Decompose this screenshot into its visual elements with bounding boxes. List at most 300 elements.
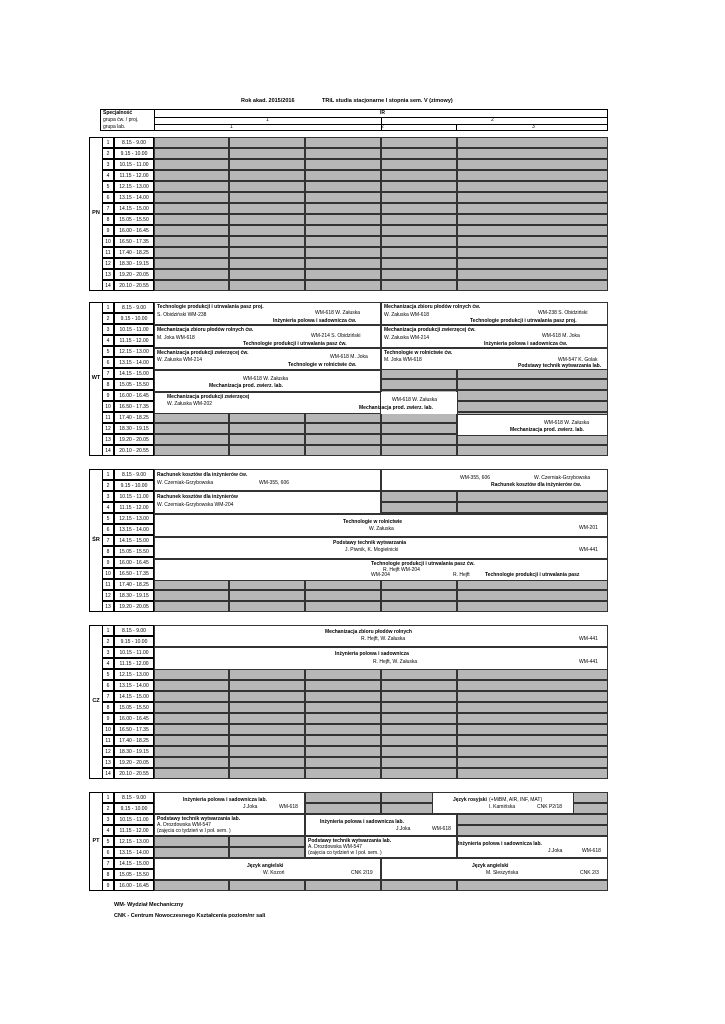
pt-c-note: (zajęcia co tydzień w I poł. sem. )	[157, 828, 231, 834]
schedule-cell	[457, 669, 608, 680]
wt-d-subject2: Inżynieria polowa i sadownicza ćw.	[484, 341, 568, 347]
pt-b-teacher: I. Kamińska	[489, 804, 516, 810]
schedule-cell	[229, 170, 305, 181]
row-number: 4	[102, 335, 114, 346]
day-label-sr: ŚR	[92, 536, 100, 543]
row-number: 10	[102, 724, 114, 735]
sr-e-title: Podstawy technik wytwarzania	[333, 540, 407, 546]
row-time: 18.30 - 19.15	[114, 746, 154, 757]
schedule-cell	[381, 137, 457, 148]
row-time: 13.15 - 14.00	[114, 524, 154, 535]
wt-block-a	[154, 302, 381, 325]
wt-a-room: WM-618 W. Załuska	[315, 310, 361, 316]
schedule-cell	[154, 137, 229, 148]
wt-block-h	[154, 392, 381, 414]
schedule-cell	[229, 159, 305, 170]
exercise-group-1: 1	[266, 117, 269, 123]
pt-f-teacher: J.Joka	[548, 848, 563, 854]
wt-e-room: WM-618 M. Joka	[330, 354, 368, 360]
schedule-cell	[381, 280, 457, 291]
schedule-cell	[154, 247, 229, 258]
row-time: 13.15 - 14.00	[114, 847, 154, 858]
schedule-cell	[154, 735, 229, 746]
schedule-cell	[229, 601, 305, 612]
row-number: 12	[102, 423, 114, 434]
academic-year: Rok akad. 2015/2016	[241, 98, 295, 104]
pt-h-room: CNK 2/3	[580, 870, 599, 876]
pt-block-d	[305, 814, 457, 836]
schedule-cell	[381, 203, 457, 214]
wt-a-teacher: S. Obidziński WM-238	[157, 312, 207, 318]
row-number: 5	[102, 669, 114, 680]
wt-a-subject2: Inżynieria polowa i sadownicza ćw.	[273, 318, 357, 324]
wt-h-teacher: W. Załuska WM-202	[167, 401, 213, 407]
pt-block-f	[457, 836, 608, 858]
schedule-cell	[457, 502, 608, 513]
pt-d-room: WM-618	[432, 826, 451, 832]
row-number: 6	[102, 192, 114, 203]
pt-f-title: Inżynieria polowa i sadownicza lab.	[458, 841, 542, 847]
row-number: 9	[102, 880, 114, 891]
schedule-cell	[154, 258, 229, 269]
wt-c-teacher: M. Joka WM-618	[157, 335, 195, 341]
pt-c-teacher: A. Drozdowska WM-547	[157, 822, 211, 828]
row-number: 2	[102, 803, 114, 814]
schedule-cell	[154, 746, 229, 757]
schedule-cell	[154, 590, 229, 601]
schedule-cell	[154, 836, 229, 847]
schedule-cell	[305, 269, 381, 280]
wt-f-subject2: Podstawy technik wytwarzania lab.	[518, 363, 602, 369]
cz-b-room: WM-441	[579, 659, 598, 665]
spec-header	[100, 109, 608, 131]
pt-e-note: (zajęcia co tydzień w I poł. sem. )	[308, 850, 382, 856]
row-number: 10	[102, 568, 114, 579]
wt-d-teacher: W. Załuska WM-214	[384, 335, 430, 341]
schedule-cell	[229, 148, 305, 159]
wt-a-title: Technologie produkcji i utrwalania pasz proj.	[157, 304, 264, 310]
schedule-cell	[229, 434, 305, 445]
wt-block-b	[381, 302, 608, 325]
schedule-cell	[305, 280, 381, 291]
pt-b-room: CNK P2/18	[537, 804, 563, 810]
row-number: 8	[102, 702, 114, 713]
row-time: 14.15 - 15.00	[114, 858, 154, 869]
row-time: 11.15 - 12.00	[114, 825, 154, 836]
schedule-cell	[457, 601, 608, 612]
row-number: 7	[102, 858, 114, 869]
schedule-cell	[154, 203, 229, 214]
schedule-cell	[381, 148, 457, 159]
row-number: 3	[102, 491, 114, 502]
pt-g-teacher: W. Kozoń	[263, 870, 285, 876]
schedule-cell	[305, 691, 381, 702]
schedule-cell	[229, 691, 305, 702]
schedule-cell	[305, 803, 381, 814]
day-label-pn: PN	[92, 210, 100, 216]
row-time: 20.10 - 20.55	[114, 768, 154, 779]
schedule-cell	[457, 746, 608, 757]
schedule-cell	[229, 181, 305, 192]
schedule-cell	[457, 181, 608, 192]
schedule-cell	[229, 423, 305, 434]
row-time: 16.50 - 17.35	[114, 236, 154, 247]
schedule-cell	[381, 258, 457, 269]
schedule-cell	[229, 847, 305, 858]
row-number: 13	[102, 434, 114, 445]
row-time: 16.00 - 16.45	[114, 225, 154, 236]
wt-f-teacher: M. Joka WM-618	[384, 357, 422, 363]
wt-d-room: WM-618 M. Joka	[542, 333, 580, 339]
schedule-cell	[229, 269, 305, 280]
wt-block-e	[154, 348, 381, 370]
pt-block-g	[154, 858, 381, 880]
row-number: 12	[102, 258, 114, 269]
row-number: 2	[102, 148, 114, 159]
pt-d-title: Inżynieria polowa i sadownicza lab.	[320, 819, 404, 825]
cz-a-title: Mechanizacja zbioru płodów rolnych	[325, 629, 412, 635]
schedule-cell	[229, 836, 305, 847]
sr-block-c	[154, 491, 381, 514]
wt-g-room: WM-618 W. Załuska	[243, 376, 289, 382]
schedule-cell	[229, 192, 305, 203]
schedule-cell	[305, 247, 381, 258]
schedule-cell	[229, 280, 305, 291]
row-number: 7	[102, 691, 114, 702]
schedule-cell	[457, 768, 608, 779]
pt-a-room: WM-618	[279, 804, 298, 810]
schedule-cell	[229, 445, 305, 456]
schedule-cell	[154, 445, 229, 456]
day-label-pt: PT	[92, 837, 100, 844]
sr-c-title: Rachunek kosztów dla inżynierów	[157, 494, 238, 500]
schedule-cell	[229, 768, 305, 779]
schedule-cell	[381, 702, 457, 713]
schedule-cell	[305, 159, 381, 170]
row-time: 11.15 - 12.00	[114, 502, 154, 513]
row-number: 7	[102, 535, 114, 546]
row-number: 4	[102, 170, 114, 181]
schedule-cell	[381, 669, 457, 680]
schedule-cell	[381, 502, 457, 513]
row-number: 1	[102, 302, 114, 313]
schedule-cell	[305, 601, 381, 612]
row-number: 3	[102, 159, 114, 170]
sr-f-teacher: R. Hejft WM-204	[383, 567, 420, 573]
row-time: 15.05 - 15.50	[114, 379, 154, 390]
schedule-cell	[154, 691, 229, 702]
schedule-cell	[457, 825, 608, 836]
cz-a-room: WM-441	[579, 636, 598, 642]
schedule-cell	[305, 880, 381, 891]
sr-block-f	[154, 559, 608, 581]
row-time: 14.15 - 15.00	[114, 368, 154, 379]
footer-legend-cnk: CNK - Centrum Nowoczesnego Kształcenia poziom/nr sali	[114, 913, 266, 919]
schedule-cell	[229, 236, 305, 247]
row-time: 14.15 - 15.00	[114, 691, 154, 702]
row-time: 17.40 - 18.25	[114, 412, 154, 423]
schedule-cell	[305, 258, 381, 269]
row-time: 11.15 - 12.00	[114, 170, 154, 181]
wt-b-teacher: W. Załuska WM-618	[384, 312, 430, 318]
sr-block-d	[154, 514, 608, 537]
schedule-cell	[381, 735, 457, 746]
row-number: 9	[102, 390, 114, 401]
row-number: 6	[102, 680, 114, 691]
row-number: 3	[102, 814, 114, 825]
schedule-cell	[457, 680, 608, 691]
sr-d-teacher: W. Załuska	[369, 526, 394, 532]
row-time: 17.40 - 18.25	[114, 579, 154, 590]
row-number: 7	[102, 203, 114, 214]
row-time: 16.00 - 16.45	[114, 713, 154, 724]
pt-block-b	[432, 792, 574, 814]
schedule-cell	[229, 225, 305, 236]
row-time: 12.15 - 13.00	[114, 669, 154, 680]
sr-c-teacher: W. Czerniak-Grzybowska WM-204	[157, 502, 234, 508]
schedule-cell	[305, 192, 381, 203]
sr-e-teacher: J. Piwnik, K. Mogielnicki	[345, 547, 399, 553]
row-time: 15.05 - 15.50	[114, 214, 154, 225]
schedule-cell	[457, 225, 608, 236]
schedule-cell	[381, 491, 457, 502]
pt-g-title: Język angielski	[247, 863, 284, 869]
schedule-cell	[457, 247, 608, 258]
schedule-cell	[381, 768, 457, 779]
schedule-cell	[305, 792, 381, 803]
row-number: 9	[102, 713, 114, 724]
schedule-cell	[229, 590, 305, 601]
wt-b-title: Mechanizacja zbioru płodów rolnych ćw.	[384, 304, 481, 310]
pt-b-title: Język rosyjski	[453, 797, 487, 803]
schedule-cell	[305, 181, 381, 192]
schedule-cell	[381, 269, 457, 280]
schedule-cell	[154, 280, 229, 291]
sr-a-room: WM-355, 606	[259, 480, 290, 486]
pt-g-room: CNK 2/19	[351, 870, 373, 876]
pt-h-title: Język angielski	[472, 863, 509, 869]
schedule-cell	[381, 445, 457, 456]
wt-block-d	[381, 325, 608, 348]
wt-f-title: Technologie w rolnictwie ćw.	[384, 350, 453, 356]
sr-e-room: WM-441	[579, 547, 598, 553]
row-time: 16.00 - 16.45	[114, 880, 154, 891]
cz-block-b	[154, 647, 608, 670]
row-number: 13	[102, 601, 114, 612]
schedule-cell	[381, 757, 457, 768]
schedule-cell	[154, 680, 229, 691]
row-number: 5	[102, 836, 114, 847]
row-time: 9.15 - 10.00	[114, 636, 154, 647]
schedule-cell	[457, 445, 608, 456]
row-number: 8	[102, 379, 114, 390]
row-time: 14.15 - 15.00	[114, 203, 154, 214]
schedule-cell	[381, 170, 457, 181]
wt-h-title: Mechanizacja produkcji zwierzęcej	[167, 394, 250, 400]
schedule-cell	[457, 280, 608, 291]
row-time: 11.15 - 12.00	[114, 335, 154, 346]
schedule-cell	[305, 735, 381, 746]
wt-b-room: WM-238 S. Obidziński	[538, 310, 588, 316]
schedule-cell	[154, 170, 229, 181]
row-time: 8.15 - 9.00	[114, 792, 154, 803]
schedule-cell	[457, 390, 608, 401]
pt-a-teacher: J.Joka	[243, 804, 258, 810]
schedule-cell	[457, 880, 608, 891]
schedule-cell	[381, 236, 457, 247]
row-number: 3	[102, 647, 114, 658]
row-time: 13.15 - 14.00	[114, 680, 154, 691]
row-time: 19.20 - 20.05	[114, 434, 154, 445]
row-number: 1	[102, 792, 114, 803]
schedule-cell	[154, 724, 229, 735]
schedule-cell	[229, 880, 305, 891]
row-number: 2	[102, 313, 114, 324]
row-number: 1	[102, 137, 114, 148]
row-number: 13	[102, 757, 114, 768]
schedule-cell	[457, 192, 608, 203]
exercise-group-label: grupa ćw. / proj.	[103, 117, 139, 123]
row-number: 14	[102, 768, 114, 779]
schedule-cell	[457, 713, 608, 724]
wt-g-subject: Mechanizacja prod. zwierz. lab.	[209, 383, 283, 389]
pt-h-teacher: M. Sleszyńska	[486, 870, 519, 876]
wt-b-subject2: Technologie produkcji i utrwalania pasz proj.	[470, 318, 577, 324]
wt-c-room: WM-214 S. Obidziński	[311, 333, 361, 339]
row-time: 10.15 - 11.00	[114, 324, 154, 335]
schedule-cell	[457, 170, 608, 181]
sr-b-title: Rachunek kosztów dla inżynierów ćw.	[491, 482, 582, 488]
row-number: 6	[102, 847, 114, 858]
schedule-cell	[229, 247, 305, 258]
exercise-group-2: 2	[491, 117, 494, 123]
row-time: 18.30 - 19.15	[114, 258, 154, 269]
schedule-cell	[457, 258, 608, 269]
lab-group-3: 3	[532, 124, 535, 130]
schedule-cell	[305, 724, 381, 735]
row-number: 4	[102, 825, 114, 836]
footer-legend-wm: WM- Wydział Mechaniczny	[114, 902, 184, 908]
schedule-cell	[381, 880, 457, 891]
lab-group-2: 2	[381, 124, 384, 130]
sr-f-title: Technologie produkcji i utrwalania pasz ćw.	[371, 561, 475, 567]
wt-e-teacher: W. Załuska WM-214	[157, 357, 203, 363]
row-time: 16.00 - 16.45	[114, 390, 154, 401]
schedule-cell	[154, 423, 229, 434]
schedule-cell	[381, 423, 457, 434]
row-number: 2	[102, 636, 114, 647]
row-time: 13.15 - 14.00	[114, 192, 154, 203]
wt-h-room2: WM-618 W. Załuska	[392, 397, 438, 403]
sr-block-e	[154, 537, 608, 559]
wt-block-f	[381, 348, 608, 370]
schedule-cell	[381, 746, 457, 757]
sr-f-title2: Technologie produkcji i utrwalania pasz	[485, 572, 580, 578]
sr-block-b	[381, 469, 608, 491]
pt-e-title: Podstawy technik wytwarzania lab.	[308, 838, 392, 844]
schedule-cell	[305, 203, 381, 214]
sr-a-teacher: W. Czerniak-Grzybowska	[157, 480, 214, 486]
schedule-cell	[381, 214, 457, 225]
day-label-cz: CZ	[92, 698, 100, 704]
row-time: 18.30 - 19.15	[114, 590, 154, 601]
row-number: 14	[102, 445, 114, 456]
sr-block-a	[154, 469, 381, 491]
row-time: 12.15 - 13.00	[114, 836, 154, 847]
schedule-cell	[457, 757, 608, 768]
wt-block-c	[154, 325, 381, 348]
row-time: 8.15 - 9.00	[114, 469, 154, 480]
row-time: 8.15 - 9.00	[114, 302, 154, 313]
row-number: 5	[102, 181, 114, 192]
row-number: 9	[102, 557, 114, 568]
row-time: 13.15 - 14.00	[114, 357, 154, 368]
schedule-cell	[381, 713, 457, 724]
row-time: 15.05 - 15.50	[114, 869, 154, 880]
schedule-cell	[305, 713, 381, 724]
schedule-cell	[457, 236, 608, 247]
schedule-cell	[229, 258, 305, 269]
row-time: 12.15 - 13.00	[114, 513, 154, 524]
schedule-cell	[457, 148, 608, 159]
row-time: 8.15 - 9.00	[114, 137, 154, 148]
row-time: 12.15 - 13.00	[114, 346, 154, 357]
schedule-cell	[154, 192, 229, 203]
schedule-cell	[457, 590, 608, 601]
row-time: 16.00 - 16.45	[114, 557, 154, 568]
schedule-cell	[457, 702, 608, 713]
row-time: 20.10 - 20.55	[114, 445, 154, 456]
schedule-cell	[154, 669, 229, 680]
schedule-cell	[229, 214, 305, 225]
row-number: 11	[102, 412, 114, 423]
schedule-cell	[457, 735, 608, 746]
sr-f-teacher2: R. Hejft	[453, 572, 470, 578]
wt-block-g	[154, 370, 381, 392]
wt-i-subject: Mechanizacja prod. zwierz. lab.	[510, 427, 584, 433]
row-time: 16.50 - 17.35	[114, 568, 154, 579]
wt-c-subject2: Technologie produkcji i utrwalania pasz ćw.	[243, 341, 347, 347]
schedule-cell	[154, 148, 229, 159]
row-number: 4	[102, 658, 114, 669]
schedule-cell	[305, 148, 381, 159]
row-time: 10.15 - 11.00	[114, 647, 154, 658]
schedule-cell	[305, 236, 381, 247]
row-number: 3	[102, 324, 114, 335]
wt-block-i	[457, 414, 608, 436]
schedule-cell	[154, 236, 229, 247]
row-number: 6	[102, 357, 114, 368]
pt-a-title: Inżynieria polowa i sadownicza lab.	[183, 797, 267, 803]
row-number: 8	[102, 546, 114, 557]
row-number: 14	[102, 280, 114, 291]
schedule-cell	[381, 192, 457, 203]
schedule-cell	[305, 768, 381, 779]
row-number: 8	[102, 214, 114, 225]
row-number: 5	[102, 513, 114, 524]
schedule-cell	[154, 181, 229, 192]
row-time: 16.50 - 17.35	[114, 724, 154, 735]
schedule-cell	[305, 680, 381, 691]
sr-f-room2: WM-204	[371, 572, 390, 578]
schedule-cell	[229, 735, 305, 746]
schedule-cell	[154, 159, 229, 170]
row-time: 14.15 - 15.00	[114, 535, 154, 546]
schedule-cell	[229, 680, 305, 691]
schedule-cell	[305, 590, 381, 601]
wt-e-title: Mechanizacja produkcji zwierzęcej ćw.	[157, 350, 249, 356]
pt-f-room: WM-618	[582, 848, 601, 854]
